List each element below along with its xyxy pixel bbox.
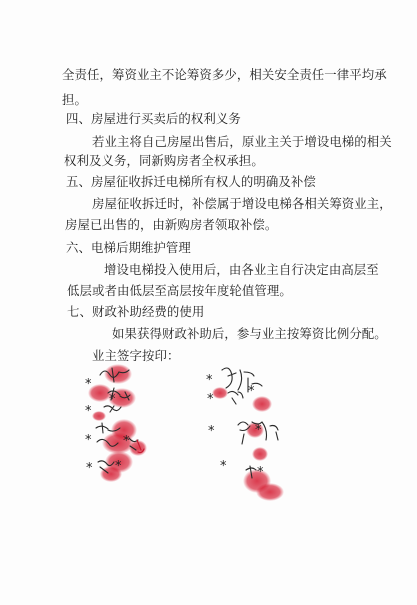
star-mark: * [207, 392, 214, 407]
text-line: 担。 [62, 92, 87, 107]
star-mark: * [85, 404, 92, 419]
text-line: 增设电梯投入使用后，由各业主自行决定由高层至 [104, 262, 379, 277]
star-mark: * [86, 461, 93, 476]
text-line: 若业主将自己房屋出售后，原业主关于增设电梯的相关 [92, 134, 392, 149]
text-line: 房屋征收拆迁时，补偿属于增设电梯各相关筹资业主， [92, 196, 392, 211]
star-mark: * [208, 424, 215, 439]
star-mark: * [248, 384, 255, 399]
text-line: 房屋已出售的，由新购房者领取补偿。 [65, 217, 278, 232]
section-heading: 七、财政补助经费的使用 [67, 304, 205, 319]
fingerprint-stamps-right [212, 387, 284, 501]
text-line: 全责任，筹资业主不论筹资多少，相关安全责任一律平均承 [62, 67, 387, 82]
signature-caption: 业主签字按印： [92, 348, 180, 363]
text-line: 低层或者由低层至高层按年度轮值管理。 [67, 283, 292, 298]
section-heading: 六、电梯后期维护管理 [66, 240, 191, 255]
star-mark: * [255, 423, 262, 438]
star-mark: * [123, 434, 130, 449]
section-heading: 四、房屋进行买卖后的权利义务 [66, 111, 241, 126]
star-mark: * [85, 433, 92, 448]
text-line: 权利及义务，同新购房者全权承担。 [64, 153, 264, 168]
star-mark: * [220, 459, 227, 474]
star-mark: * [85, 377, 92, 392]
star-mark: * [115, 459, 122, 474]
star-mark: * [206, 373, 213, 388]
section-heading: 五、房屋征收拆迁电梯所有权人的明确及补偿 [66, 174, 316, 189]
star-mark: * [257, 465, 264, 480]
text-line: 如果获得财政补助后，参与业主按筹资比例分配。 [112, 326, 387, 341]
star-mark: * [109, 392, 116, 407]
